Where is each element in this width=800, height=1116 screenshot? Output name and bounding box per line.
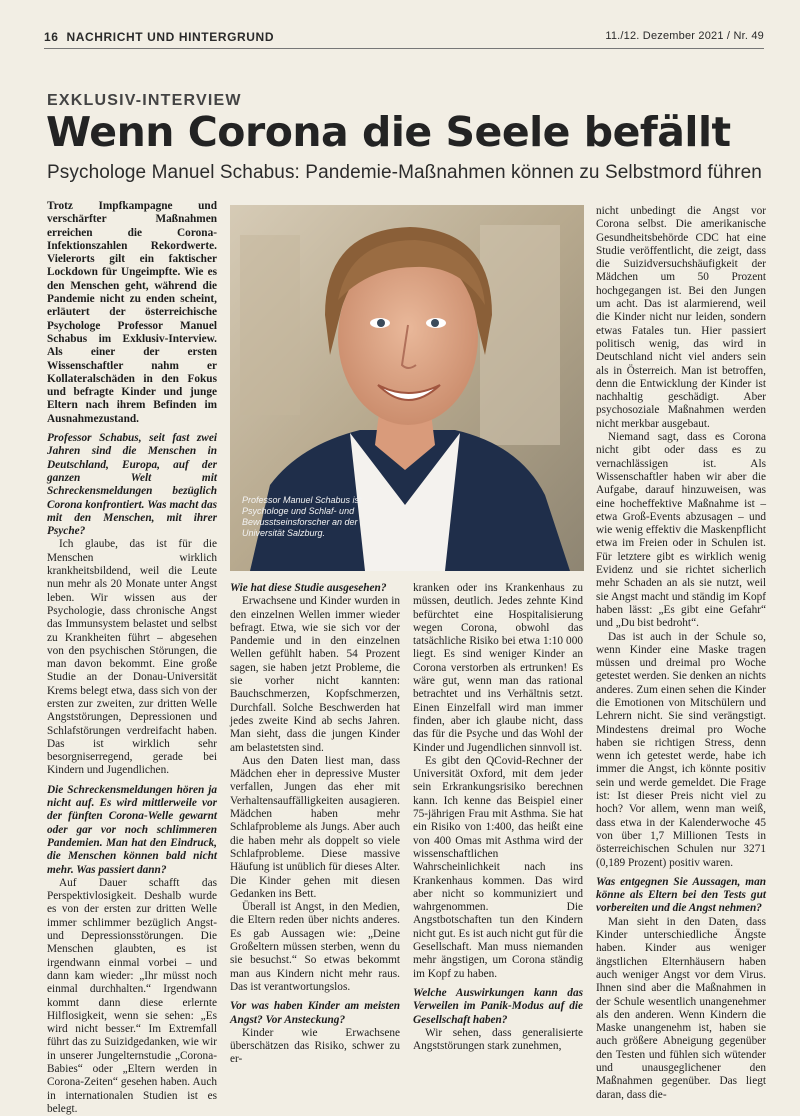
answer: Kinder wie Erwachsene überschätzen das Risiko, schwer zu er- (230, 1026, 400, 1066)
subheadline: Psychologe Manuel Schabus: Pandemie-Maßnahmen können zu Selbstmord führen (47, 162, 762, 183)
answer: Erwachsene und Kinder wurden in den einzelnen Wellen immer wieder befragt. Etwa, wie sie sich vor der Pandemie und in den einzelnen Wellen gefühlt haben. 54 Prozent sagen, sie haben jetzt Probleme, die sie vorher nicht kannten: Bauchschmerzen, Kopfschmerzen, Durchfall. Solche Beschwerden hat jedes zweite Kind ab sechs Jahren. Man sieht, dass die jungen Kinder am belastetsten sind. (230, 595, 400, 754)
answer: Ich glaube, das ist für die Menschen wirklich krankheitsbildend, weil die Leute nun mehr als 20 Monate unter Angst leben. Wir wissen aus der Psychologie, dass chronische Angst das Immunsystem belastet und selbst zu Krankheiten führt – abgesehen von den psychischen Störungen, die man davon bekommt. Eine große Studie an der Donau-Universität Krems belegt etwa, dass sich von der ersten zur zweiten, zur dritten Welle Angststörungen, Depressionen und Schlafstörungen verdreifacht haben. Das ist wirklich sehr besorgniserregend, gerade bei Kindern und Jugendlichen. (47, 538, 217, 777)
answer: Wir sehen, dass generalisierte Angststörungen stark zunehmen, (413, 1026, 583, 1053)
answer: Es gibt den QCovid-Rechner der Universität Oxford, mit dem jeder sein Erkrankungsrisiko berechnen kann. Ich kenne das Beispiel einer 75-jährigen Frau mit Asthma. Sie hat ein Risiko von 1:400, das heißt eine von 400 Omas mit Asthma wird der wissenschaftlichen Wahrscheinlichkeit nach ins Krankenhaus kommen. Das wird aber nicht so kommuniziert und wahrgenommen. Die Angstbotschaften tun den Kindern nicht gut. Es ist auch nicht gut für die Gesellschaft. Man muss niemanden mehr ängstigen, um Corona ständig im Kopf zu haben. (413, 754, 583, 980)
column-3 (413, 582, 583, 1053)
column-2 (230, 582, 400, 1067)
photo-caption: Professor Manuel Schabus ist Psychologe und Schlaf- und Bewusstseinsforscher an der Universität Salzburg. (242, 495, 362, 538)
answer: Aus den Daten liest man, dass Mädchen eher in depressive Muster verfallen, Jungen das eher mit Verhaltensauffälligkeiten ausagieren. Mädchen haben mehr Schlafprobleme als Jungs. Aber auch die haben mehr als doppelt so viele Schlafprobleme. Diese massive Häufung ist unüblich für dieses Alter. Die Kinder gehen mit diesen Gedanken ins Bett. (230, 754, 400, 900)
page-header (44, 30, 764, 48)
answer: Das ist auch in der Schule so, wenn Kinder eine Maske tragen müssen und dreimal pro Woche getestet werden. Sie denken an nichts anderes. Zum einen sehen die Kinder die Emotionen von Mitschülern und Lehrern nicht. Sie sind verängstigt. Mindestens dreimal pro Woche haben sie richtigen Stress, denn wenn ich getestet werde, habe ich immer die Angst, ich könnte positiv sein und werde gemeldet. Die Frage ist: Ist dieser Preis nicht viel zu hoch? Vor allem, wenn man weiß, dass etwa in der Kalenderwoche 45 von über 1,7 Millionen Tests in österreichischen Schulen nur 3271 (0,189 Prozent) positiv waren. (596, 630, 766, 869)
header-rule (44, 48, 764, 49)
question: Was entgegnen Sie Aussagen, man könne als Eltern bei den Tests gut vorbereiten und die Angst nehmen? (596, 875, 766, 915)
intro-paragraph: Trotz Impfkampagne und verschärfter Maßnahmen erreichen die Corona-Infektionszahlen Rekordwerte. Vielerorts gilt ein faktischer Lockdown für Ungeimpfte. Wie es den Menschen geht, während die Pandemie nicht zu enden scheint, erläutert der österreichische Psychologe Professor Manuel Schabus im Exklusiv-Interview. Als einer der ersten Wissenschaftler nahm er Kollateralschäden in den Fokus und befragte Kinder und junge Eltern nach ihrem Befinden im Ausnahmezustand. (47, 200, 217, 425)
question: Vor was haben Kinder am meisten Angst? Vor Ansteckung? (230, 1000, 400, 1026)
question: Wie hat diese Studie ausgesehen? (230, 582, 387, 594)
question: Die Schreckensmeldungen hören ja nicht auf. Es wird mittlerweile vor der fünften Corona-Welle gewarnt oder gar vor noch schlimmeren Pandemien. Man hat den Eindruck, die Menschen können bald nicht mehr. Was passiert dann? (47, 783, 217, 876)
answer: Man sieht in den Daten, dass Kinder unterschiedliche Ängste haben. Kinder aus weniger ängstlichen Elternhäusern haben auch weniger Angst vor dem Virus. Ihnen sind aber die Maßnahmen in der Schule wesentlich unangenehmer als den anderen. Wenn Kindern die Maske unangenehm ist, haben sie auch größere Abneigung gegenüber den Testen und fühlen sich wütender und unausgeglichener den Maßnahmen gegenüber. Das liegt daran, dass die- (596, 915, 766, 1101)
answer: nicht unbedingt die Angst vor Corona selbst. Die amerikanische Gesundheitsbehörde CDC hat eine Studie veröffentlicht, die zeigt, dass die Suizidversuchshäufigkeit der Mädchen um 50 Prozent hochgegangen ist. Bei den Jungen um acht. Das ist alarmierend, weil die Kinder nicht nur leiden, sondern etwas Fatales tun. Hier passiert politisch wenig, das wird in Deutschland nicht viel anders sein als in Österreich. Man ist betroffen, denn die Entwicklung der Kinder ist nachhaltig geschädigt. Aber psychosoziale Maßnahmen werden nicht merkbar ausgebaut. (596, 205, 766, 430)
portrait-photo (230, 205, 584, 571)
answer: Niemand sagt, dass es Corona nicht gibt oder dass es zu vernachlässigen ist. Als Wissenschaftler haben wir aber die Aufgabe, darauf hinzuweisen, was eine hocheffektive Maßnahme ist – etwa Groß-Events abzusagen – und wie wenig effektiv die Maskenpflicht etwa im Freien oder in Schulen ist. Für letztere gibt es wirklich wenig Evidenz und sie richtet sicherlich mehr Schaden an als sie nutzt, weil sie Angst macht und ständig im Kopf haben lässt: „Es gibt eine Gefahr“ und „Du bist bedroht“. (596, 431, 766, 630)
column-1 (47, 200, 217, 1116)
column-4 (596, 205, 766, 1102)
answer: Überall ist Angst, in den Medien, die Eltern reden über nichts anderes. Es gab Aussagen wie: „Deine Großeltern müssen sterben, wenn du sie besuchst.“ So etwas bekommt man aus Kindern nicht mehr raus. Das ist verantwortungslos. (230, 901, 400, 993)
question: Welche Auswirkungen kann das Verweilen im Panik-Modus auf die Gesellschaft haben? (413, 986, 583, 1026)
issue-date: 11./12. Dezember 2021 / Nr. 49 (605, 30, 764, 42)
answer: kranken oder ins Krankenhaus zu müssen, deutlich. Jedes zehnte Kind befürchtet eine Hospitalisierung wegen Corona, obwohl das tatsächliche Risiko bei etwa 1:10 000 liegt. Es sind weniger Kinder an Corona verstorben als ertrunken! Es wäre gut, wenn man das rational betrachtet und ins Verhältnis setzt. Einen Einzelfall wird man immer finden, aber ich glaube nicht, dass das für die Psyche und das Wohl der Kinder und Jugendlichen sinnvoll ist. (413, 582, 583, 754)
section-title: NACHRICHT UND HINTERGRUND (66, 30, 275, 44)
question: Professor Schabus, seit fast zwei Jahren sind die Menschen in Deutschland, Europa, auf der ganzen Welt mit Schreckensmeldungen bezüglich Corona konfrontiert. Was macht das mit den Menschen, mit ihrer Psyche? (47, 432, 217, 538)
page-number: 16 (44, 30, 59, 44)
answer: Auf Dauer schafft das Perspektivlosigkeit. Deshalb wurde es von der ersten zur dritten Welle immer schlimmer bezüglich Angst- und Depressionsstörungen. Die Menschen glaubten, es ist irgendwann einmal vorbei – und dann kam wieder: „Ihr müsst noch einmal durchhalten.“ Irgendwann kommt dann diese erlernte Hilflosigkeit, wenn sie sehen: „Es wird nicht besser.“ Im Extremfall führt das zu Suizidgedanken, wie wir in unserer Jungelternstudie „Corona-Babies“ oder „Eltern werden in Corona-Zeiten“ gesehen haben. Auch in internationalen Studien ist es belegt. (47, 876, 217, 1115)
kicker: EXKLUSIV-INTERVIEW (47, 92, 242, 109)
headline: Wenn Corona die Seele befällt (46, 108, 731, 156)
section-label (44, 30, 274, 44)
